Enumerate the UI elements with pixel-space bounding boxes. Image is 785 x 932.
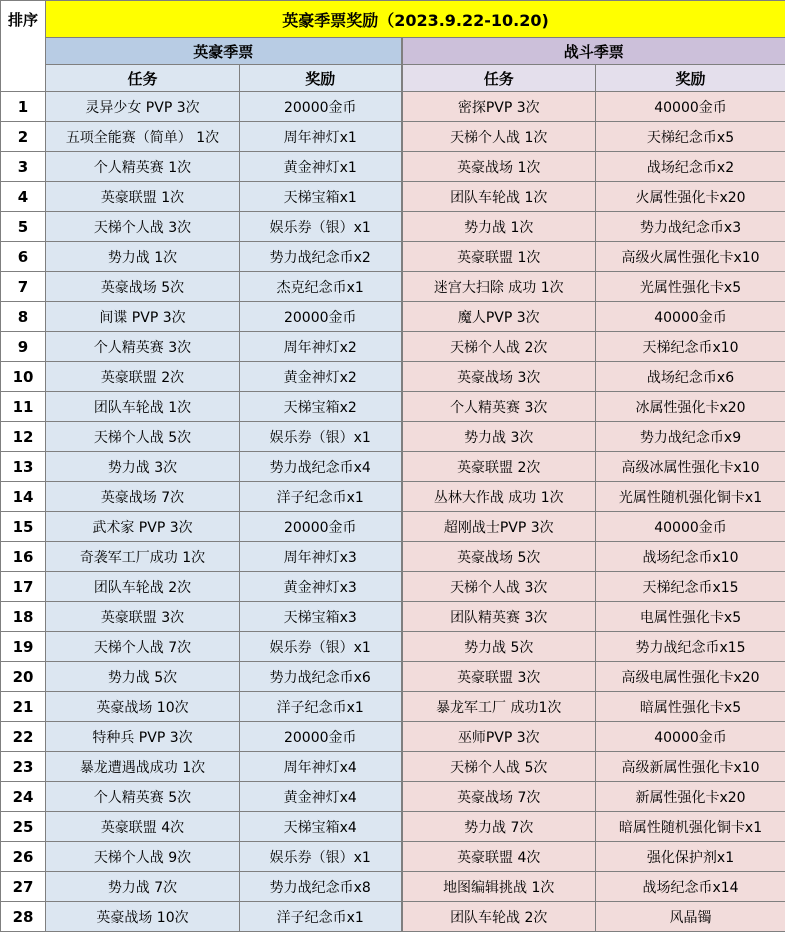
hero-reward-cell: 娱乐券（银）x1 (240, 212, 402, 242)
battle-task-cell: 团队精英赛 3次 (402, 602, 596, 632)
hero-task-cell: 暴龙遭遇战成功 1次 (46, 752, 240, 782)
column-header-row (1, 65, 785, 92)
table-row (1, 452, 785, 482)
hero-reward-cell: 20000金币 (240, 92, 402, 122)
hero-task-cell: 天梯个人战 9次 (46, 842, 240, 872)
rank-cell: 10 (1, 362, 46, 392)
hero-reward-cell: 势力战纪念币x6 (240, 662, 402, 692)
battle-task-cell: 巫师PVP 3次 (402, 722, 596, 752)
table-row (1, 362, 785, 392)
hero-task-cell: 武术家 PVP 3次 (46, 512, 240, 542)
battle-task-cell: 密探PVP 3次 (402, 92, 596, 122)
battle-reward-cell: 40000金币 (596, 512, 785, 542)
battle-task-cell: 英豪联盟 1次 (402, 242, 596, 272)
hero-reward-cell: 娱乐券（银）x1 (240, 632, 402, 662)
battle-task-cell: 势力战 7次 (402, 812, 596, 842)
hero-task-cell: 个人精英赛 3次 (46, 332, 240, 362)
rank-cell: 2 (1, 122, 46, 152)
hero-task-cell: 天梯个人战 7次 (46, 632, 240, 662)
hero-reward-cell: 娱乐券（银）x1 (240, 422, 402, 452)
battle-reward-cell: 势力战纪念币x9 (596, 422, 785, 452)
hero-task-cell: 英豪战场 5次 (46, 272, 240, 302)
table-row (1, 812, 785, 842)
hero-task-cell: 团队车轮战 1次 (46, 392, 240, 422)
rank-cell: 16 (1, 542, 46, 572)
rank-cell: 22 (1, 722, 46, 752)
table-row (1, 662, 785, 692)
battle-task-cell: 英豪战场 1次 (402, 152, 596, 182)
rank-cell: 28 (1, 902, 46, 932)
hero-reward-cell: 天梯宝箱x4 (240, 812, 402, 842)
hero-task-cell: 间谍 PVP 3次 (46, 302, 240, 332)
battle-task-cell: 势力战 5次 (402, 632, 596, 662)
rank-cell: 17 (1, 572, 46, 602)
title-row (1, 1, 785, 38)
battle-task-cell: 英豪联盟 3次 (402, 662, 596, 692)
column-header-battle-task: 任务 (402, 65, 596, 92)
table-row (1, 272, 785, 302)
battle-reward-cell: 40000金币 (596, 722, 785, 752)
hero-task-cell: 势力战 5次 (46, 662, 240, 692)
table-row (1, 332, 785, 362)
battle-reward-cell: 40000金币 (596, 302, 785, 332)
battle-task-cell: 团队车轮战 2次 (402, 902, 596, 932)
table-row (1, 572, 785, 602)
hero-reward-cell: 黄金神灯x4 (240, 782, 402, 812)
hero-reward-cell: 黄金神灯x1 (240, 152, 402, 182)
table-row (1, 482, 785, 512)
table-row (1, 242, 785, 272)
page-title: 英豪季票奖励（2023.9.22-10.20) (46, 1, 785, 38)
rank-cell: 6 (1, 242, 46, 272)
battle-reward-cell: 新属性强化卡x20 (596, 782, 785, 812)
table-row (1, 122, 785, 152)
hero-task-cell: 个人精英赛 1次 (46, 152, 240, 182)
table-row (1, 602, 785, 632)
battle-reward-cell: 光属性强化卡x5 (596, 272, 785, 302)
table-row (1, 902, 785, 932)
hero-reward-cell: 势力战纪念币x2 (240, 242, 402, 272)
hero-task-cell: 英豪联盟 4次 (46, 812, 240, 842)
battle-task-cell: 超刚战士PVP 3次 (402, 512, 596, 542)
hero-task-cell: 特种兵 PVP 3次 (46, 722, 240, 752)
section-battle-pass: 战斗季票 (402, 38, 785, 65)
rank-cell: 21 (1, 692, 46, 722)
battle-reward-cell: 高级冰属性强化卡x10 (596, 452, 785, 482)
hero-task-cell: 势力战 7次 (46, 872, 240, 902)
battle-task-cell: 天梯个人战 1次 (402, 122, 596, 152)
rank-cell: 5 (1, 212, 46, 242)
battle-reward-cell: 光属性随机强化铜卡x1 (596, 482, 785, 512)
rank-cell: 1 (1, 92, 46, 122)
table-row (1, 422, 785, 452)
table-row (1, 152, 785, 182)
battle-task-cell: 英豪联盟 2次 (402, 452, 596, 482)
hero-task-cell: 五项全能赛（简单） 1次 (46, 122, 240, 152)
hero-task-cell: 天梯个人战 3次 (46, 212, 240, 242)
hero-task-cell: 英豪战场 7次 (46, 482, 240, 512)
battle-task-cell: 迷宫大扫除 成功 1次 (402, 272, 596, 302)
rank-cell: 19 (1, 632, 46, 662)
battle-reward-cell: 高级火属性强化卡x10 (596, 242, 785, 272)
column-header-hero-reward: 奖励 (240, 65, 402, 92)
battle-reward-cell: 势力战纪念币x3 (596, 212, 785, 242)
rank-cell: 4 (1, 182, 46, 212)
battle-task-cell: 丛林大作战 成功 1次 (402, 482, 596, 512)
battle-reward-cell: 40000金币 (596, 92, 785, 122)
rank-cell: 12 (1, 422, 46, 452)
battle-reward-cell: 战场纪念币x2 (596, 152, 785, 182)
battle-reward-cell: 强化保护剂x1 (596, 842, 785, 872)
hero-task-cell: 英豪战场 10次 (46, 692, 240, 722)
battle-task-cell: 势力战 1次 (402, 212, 596, 242)
battle-reward-cell: 战场纪念币x10 (596, 542, 785, 572)
battle-reward-cell: 冰属性强化卡x20 (596, 392, 785, 422)
hero-task-cell: 团队车轮战 2次 (46, 572, 240, 602)
battle-reward-cell: 势力战纪念币x15 (596, 632, 785, 662)
hero-reward-cell: 周年神灯x2 (240, 332, 402, 362)
hero-reward-cell: 天梯宝箱x1 (240, 182, 402, 212)
hero-task-cell: 灵异少女 PVP 3次 (46, 92, 240, 122)
hero-task-cell: 势力战 3次 (46, 452, 240, 482)
battle-reward-cell: 暗属性强化卡x5 (596, 692, 785, 722)
hero-reward-cell: 周年神灯x4 (240, 752, 402, 782)
battle-task-cell: 地图编辑挑战 1次 (402, 872, 596, 902)
hero-reward-cell: 洋子纪念币x1 (240, 692, 402, 722)
rank-cell: 27 (1, 872, 46, 902)
battle-task-cell: 暴龙军工厂 成功1次 (402, 692, 596, 722)
battle-task-cell: 英豪联盟 4次 (402, 842, 596, 872)
battle-task-cell: 势力战 3次 (402, 422, 596, 452)
battle-task-cell: 个人精英赛 3次 (402, 392, 596, 422)
table-row (1, 632, 785, 662)
rank-cell: 26 (1, 842, 46, 872)
table-row (1, 872, 785, 902)
hero-reward-cell: 周年神灯x1 (240, 122, 402, 152)
rank-cell: 7 (1, 272, 46, 302)
hero-reward-cell: 黄金神灯x2 (240, 362, 402, 392)
hero-reward-cell: 娱乐券（银）x1 (240, 842, 402, 872)
hero-task-cell: 英豪联盟 2次 (46, 362, 240, 392)
battle-reward-cell: 天梯纪念币x15 (596, 572, 785, 602)
hero-task-cell: 英豪联盟 1次 (46, 182, 240, 212)
hero-reward-cell: 天梯宝箱x3 (240, 602, 402, 632)
table-row (1, 692, 785, 722)
hero-reward-cell: 20000金币 (240, 512, 402, 542)
section-header-row (1, 38, 785, 65)
table-row (1, 512, 785, 542)
battle-reward-cell: 天梯纪念币x5 (596, 122, 785, 152)
battle-reward-cell: 战场纪念币x14 (596, 872, 785, 902)
hero-reward-cell: 20000金币 (240, 722, 402, 752)
table-row (1, 182, 785, 212)
hero-reward-cell: 势力战纪念币x4 (240, 452, 402, 482)
table-row (1, 722, 785, 752)
battle-task-cell: 英豪战场 5次 (402, 542, 596, 572)
rank-header: 排序 (1, 1, 46, 92)
battle-task-cell: 天梯个人战 5次 (402, 752, 596, 782)
rank-cell: 14 (1, 482, 46, 512)
hero-reward-cell: 20000金币 (240, 302, 402, 332)
table-row (1, 392, 785, 422)
hero-reward-cell: 杰克纪念币x1 (240, 272, 402, 302)
rank-cell: 11 (1, 392, 46, 422)
hero-task-cell: 个人精英赛 5次 (46, 782, 240, 812)
rank-cell: 3 (1, 152, 46, 182)
hero-task-cell: 天梯个人战 5次 (46, 422, 240, 452)
table-row (1, 542, 785, 572)
hero-reward-cell: 黄金神灯x3 (240, 572, 402, 602)
battle-reward-cell: 火属性强化卡x20 (596, 182, 785, 212)
table-row (1, 752, 785, 782)
rank-cell: 15 (1, 512, 46, 542)
rank-cell: 20 (1, 662, 46, 692)
section-hero-pass: 英豪季票 (46, 38, 402, 65)
battle-task-cell: 团队车轮战 1次 (402, 182, 596, 212)
battle-task-cell: 魔人PVP 3次 (402, 302, 596, 332)
battle-reward-cell: 天梯纪念币x10 (596, 332, 785, 362)
rank-cell: 18 (1, 602, 46, 632)
table-row (1, 782, 785, 812)
hero-reward-cell: 洋子纪念币x1 (240, 902, 402, 932)
battle-reward-cell: 暗属性随机强化铜卡x1 (596, 812, 785, 842)
hero-task-cell: 英豪联盟 3次 (46, 602, 240, 632)
column-header-battle-reward: 奖励 (596, 65, 785, 92)
hero-task-cell: 英豪战场 10次 (46, 902, 240, 932)
rank-cell: 25 (1, 812, 46, 842)
column-header-hero-task: 任务 (46, 65, 240, 92)
rank-cell: 8 (1, 302, 46, 332)
hero-task-cell: 势力战 1次 (46, 242, 240, 272)
hero-reward-cell: 天梯宝箱x2 (240, 392, 402, 422)
hero-reward-cell: 周年神灯x3 (240, 542, 402, 572)
table-row (1, 212, 785, 242)
battle-task-cell: 英豪战场 7次 (402, 782, 596, 812)
table-row (1, 842, 785, 872)
rank-cell: 24 (1, 782, 46, 812)
rank-cell: 13 (1, 452, 46, 482)
battle-task-cell: 天梯个人战 3次 (402, 572, 596, 602)
hero-task-cell: 奇袭军工厂成功 1次 (46, 542, 240, 572)
rank-cell: 23 (1, 752, 46, 782)
reward-table-body (1, 1, 785, 932)
battle-reward-cell: 高级电属性强化卡x20 (596, 662, 785, 692)
hero-reward-cell: 势力战纪念币x8 (240, 872, 402, 902)
rank-cell: 9 (1, 332, 46, 362)
battle-task-cell: 天梯个人战 2次 (402, 332, 596, 362)
battle-task-cell: 英豪战场 3次 (402, 362, 596, 392)
table-row (1, 92, 785, 122)
battle-reward-cell: 战场纪念币x6 (596, 362, 785, 392)
table-row (1, 302, 785, 332)
battle-reward-cell: 高级新属性强化卡x10 (596, 752, 785, 782)
battle-reward-cell: 风晶镯 (596, 902, 785, 932)
hero-reward-cell: 洋子纪念币x1 (240, 482, 402, 512)
battle-reward-cell: 电属性强化卡x5 (596, 602, 785, 632)
